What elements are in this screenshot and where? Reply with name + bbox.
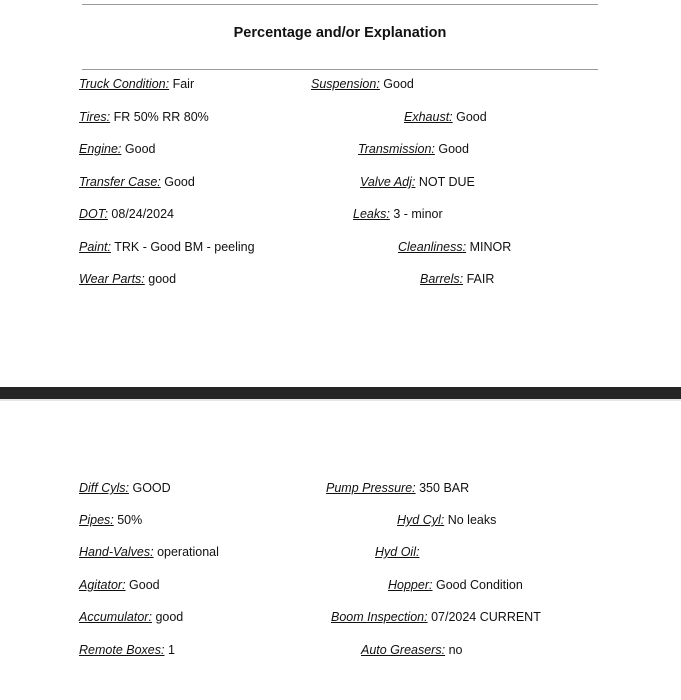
field-remote-boxes: Remote Boxes: 1 <box>79 643 175 657</box>
field-valve-adj: Valve Adj: NOT DUE <box>360 175 475 189</box>
field-pump-pressure: Pump Pressure: 350 BAR <box>326 481 470 495</box>
field-transmission: Transmission: Good <box>358 142 469 156</box>
page-break-gap <box>0 399 681 401</box>
field-hopper: Hopper: Good Condition <box>388 578 523 592</box>
field-cleanliness: Cleanliness: MINOR <box>398 240 512 254</box>
field-agitator: Agitator: Good <box>79 578 160 592</box>
field-dot: DOT: 08/24/2024 <box>79 207 174 221</box>
field-accumulator: Accumulator: good <box>79 610 184 624</box>
field-leaks: Leaks: 3 - minor <box>353 207 443 221</box>
field-diff-cyls: Diff Cyls: GOOD <box>79 481 171 495</box>
field-auto-greasers: Auto Greasers: no <box>361 643 463 657</box>
field-transfer-case: Transfer Case: Good <box>79 175 195 189</box>
section-title: Percentage and/or Explanation <box>233 25 447 41</box>
field-suspension: Suspension: Good <box>311 77 414 91</box>
title-rule <box>82 69 598 70</box>
field-barrels: Barrels: FAIR <box>420 272 495 286</box>
field-paint: Paint: TRK - Good BM - peeling <box>79 240 255 254</box>
field-hyd-oil: Hyd Oil: <box>375 545 420 559</box>
field-hyd-cyl: Hyd Cyl: No leaks <box>397 513 497 527</box>
field-boom-inspection: Boom Inspection: 07/2024 CURRENT <box>331 610 541 624</box>
page-break-band <box>0 387 681 399</box>
field-exhaust: Exhaust: Good <box>404 110 487 124</box>
field-truck-condition: Truck Condition: Fair <box>79 77 195 91</box>
field-wear-parts: Wear Parts: good <box>79 272 177 286</box>
top-rule <box>82 4 598 5</box>
field-hand-valves: Hand-Valves: operational <box>79 545 219 559</box>
field-pipes: Pipes: 50% <box>79 513 143 527</box>
field-tires: Tires: FR 50% RR 80% <box>79 110 209 124</box>
field-engine: Engine: Good <box>79 142 156 156</box>
